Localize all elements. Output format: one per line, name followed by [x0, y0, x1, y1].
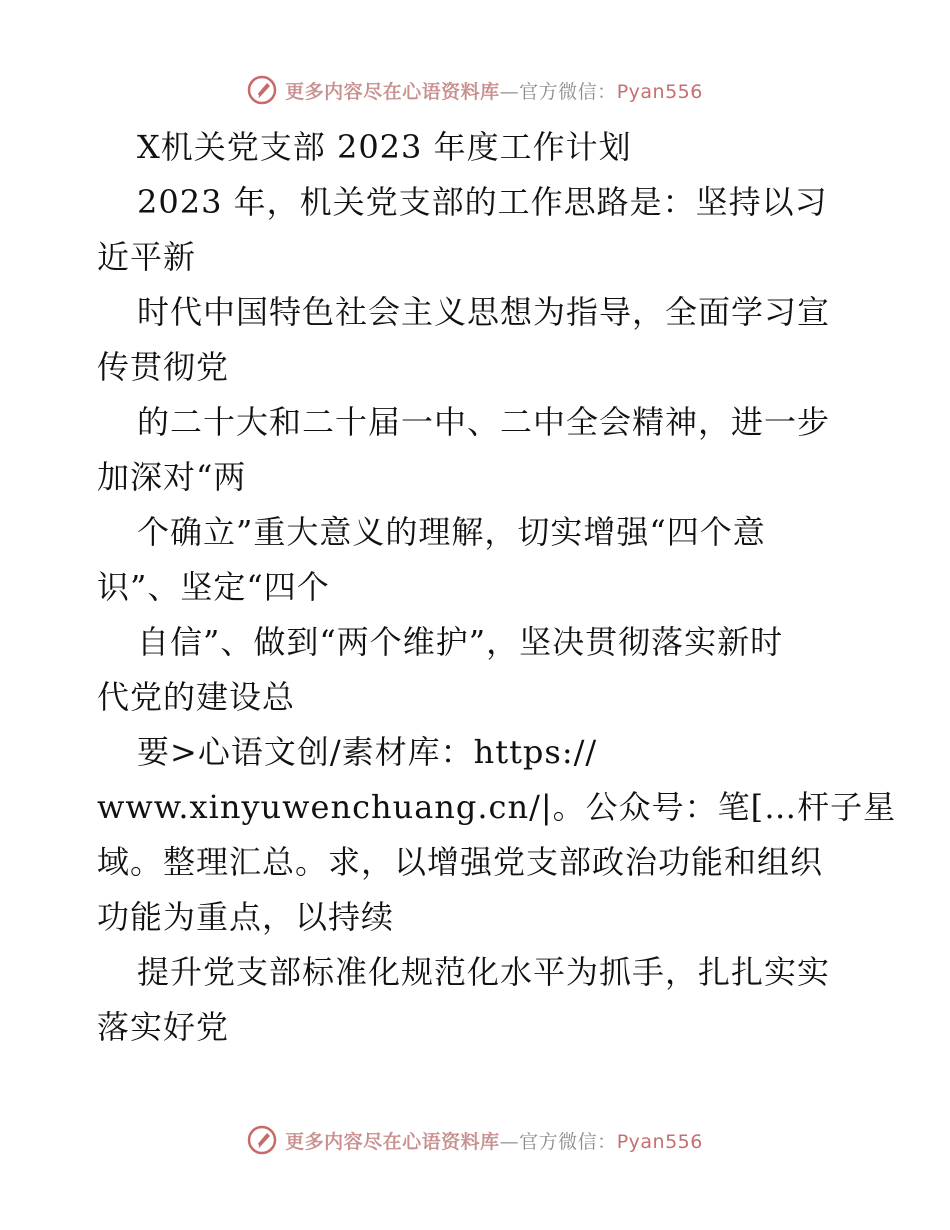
text-line: 代党的建设总: [97, 678, 296, 716]
watermark-wechat-id: Pyan556: [616, 1130, 703, 1153]
text-line: 2023 年，机关党支部的工作思路是：坚持以习: [137, 183, 828, 221]
watermark-header: [0, 70, 950, 110]
text-line: 加深对“两: [97, 458, 247, 496]
text-line: 识”、坚定“四个: [97, 568, 330, 606]
watermark-brand: 更多内容尽在心语资料库: [285, 1130, 500, 1153]
watermark-wechat-label: 官方微信：: [519, 80, 617, 103]
text-line: 落实好党: [97, 1008, 230, 1046]
document-body: [97, 120, 897, 1055]
watermark-separator: —: [499, 1130, 520, 1153]
watermark-separator: —: [499, 80, 520, 103]
text-line: 功能为重点，以持续: [97, 898, 395, 936]
text-line: 个确立”重大意义的理解，切实增强“四个意: [137, 513, 766, 551]
watermark-text: [285, 1127, 703, 1154]
text-line: 自信”、做到“两个维护”，坚决贯彻落实新时: [137, 623, 784, 661]
watermark-brand: 更多内容尽在心语资料库: [285, 80, 500, 103]
text-line: 近平新: [97, 238, 197, 276]
text-line: 传贯彻党: [97, 348, 230, 386]
pen-logo-icon: [247, 75, 277, 105]
text-line: www.xinyuwenchuang.cn/|。公众号：笔[…杆子星: [97, 788, 897, 826]
text-line: 时代中国特色社会主义思想为指导，全面学习宣: [137, 293, 831, 331]
text-line: 提升党支部标准化规范化水平为抓手，扎扎实实: [137, 953, 831, 991]
watermark-wechat-label: 官方微信：: [519, 1130, 617, 1153]
watermark-text: [285, 77, 703, 104]
document-title: X机关党支部 2023 年度工作计划: [137, 128, 632, 166]
text-line: 要>心语文创/素材库：https://: [137, 733, 598, 771]
pen-logo-icon: [247, 1125, 277, 1155]
watermark-footer: [0, 1120, 950, 1160]
watermark-wechat-id: Pyan556: [616, 80, 703, 103]
text-line: 的二十大和二十届一中、二中全会精神，进一步: [137, 403, 831, 441]
text-line: 域。整理汇总。求，以增强党支部政治功能和组织: [97, 843, 824, 881]
